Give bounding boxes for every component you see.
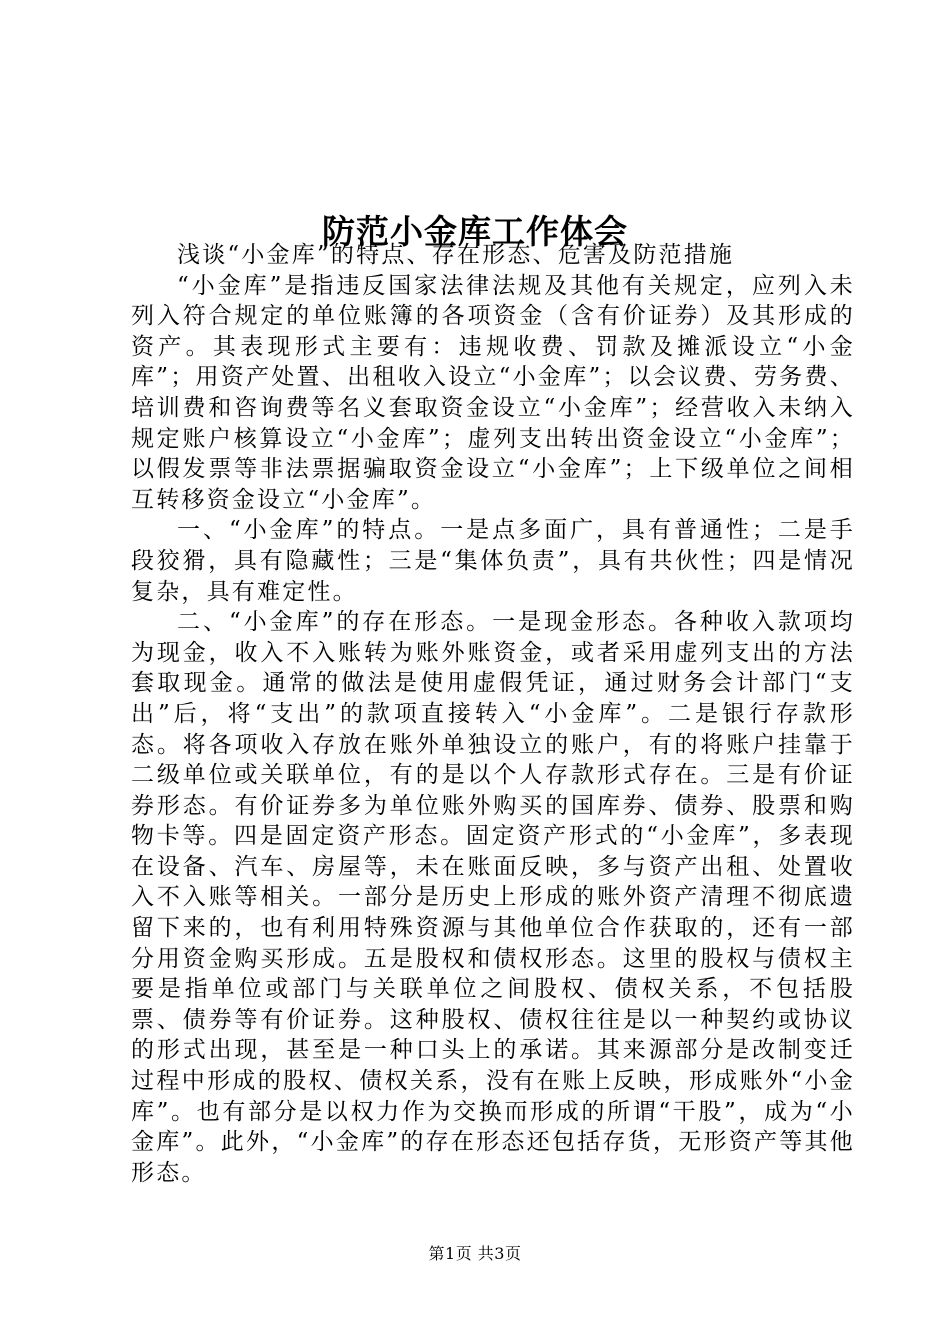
paragraph-forms: 二、“小金库”的存在形态。一是现金形态。各种收入款项均为现金，收入不入账转为账外账资金，或者采用虚列支出的方法套取现金。通常的做法是使用虚假凭证，通过财务会计部门“支出”后，将“支出”的款项直接转入“小金库”。二是银行存款形态。将各项收入存放在账外单独设立的账户，有的将账户挂靠于二级单位或关联单位，有的是以个人存款形式存在。三是有价证券形态。有价证券多为单位账外购买的国库券、债券、股票和购物卡等。四是固定资产形态。固定资产形式的“小金库”，多表现在设备、汽车、房屋等，未在账面反映，多与资产出租、处置收入不入账等相关。一部分是历史上形成的账外资产清理不彻底遗留下来的，也有利用特殊资源与其他单位合作获取的，还有一部分用资金购买形成。五是股权和债权形态。这里的股权与债权主要是指单位或部门与关联单位之间股权、债权关系，不包括股票、债券等有价证券。这种股权、债权往往是以一种契约或协议的形式出现，甚至是一种口头上的承诺。其来源部分是改制变迁过程中形成的股权、债权关系，没有在账上反映，形成账外“小金库”。也有部分是以权力作为交换而形成的所谓“干股”，成为“小金库”。此外，“小金库”的存在形态还包括存货，无形资产等其他形态。 xyxy=(131,609,855,1186)
page-footer: 第1页 共3页 xyxy=(428,1244,522,1263)
paragraph-characteristics: 一、“小金库”的特点。一是点多面广，具有普通性；二是手段狡猾，具有隐藏性；三是“集体负责”，具有共伙性；四是情况复杂，具有难定性。 xyxy=(131,517,855,605)
paragraph-definition: “小金库”是指违反国家法律法规及其他有关规定，应列入未列入符合规定的单位账簿的各项资金（含有价证券）及其形成的资产。其表现形式主要有：违规收费、罚款及摊派设立“小金库”；用资产处置、出租收入设立“小金库”；以会议费、劳务费、培训费和咨询费等名义套取资金设立“小金库”；经营收入未纳入规定账户核算设立“小金库”；虚列支出转出资金设立“小金库”；以假发票等非法票据骗取资金设立“小金库”；上下级单位之间相互转移资金设立“小金库”。 xyxy=(131,272,855,513)
document-title: 防范小金库工作体会 xyxy=(322,212,628,252)
document-body xyxy=(131,240,855,1188)
document-subtitle: 浅谈“小金库”的特点、存在形态、危害及防范措施 xyxy=(177,242,735,268)
